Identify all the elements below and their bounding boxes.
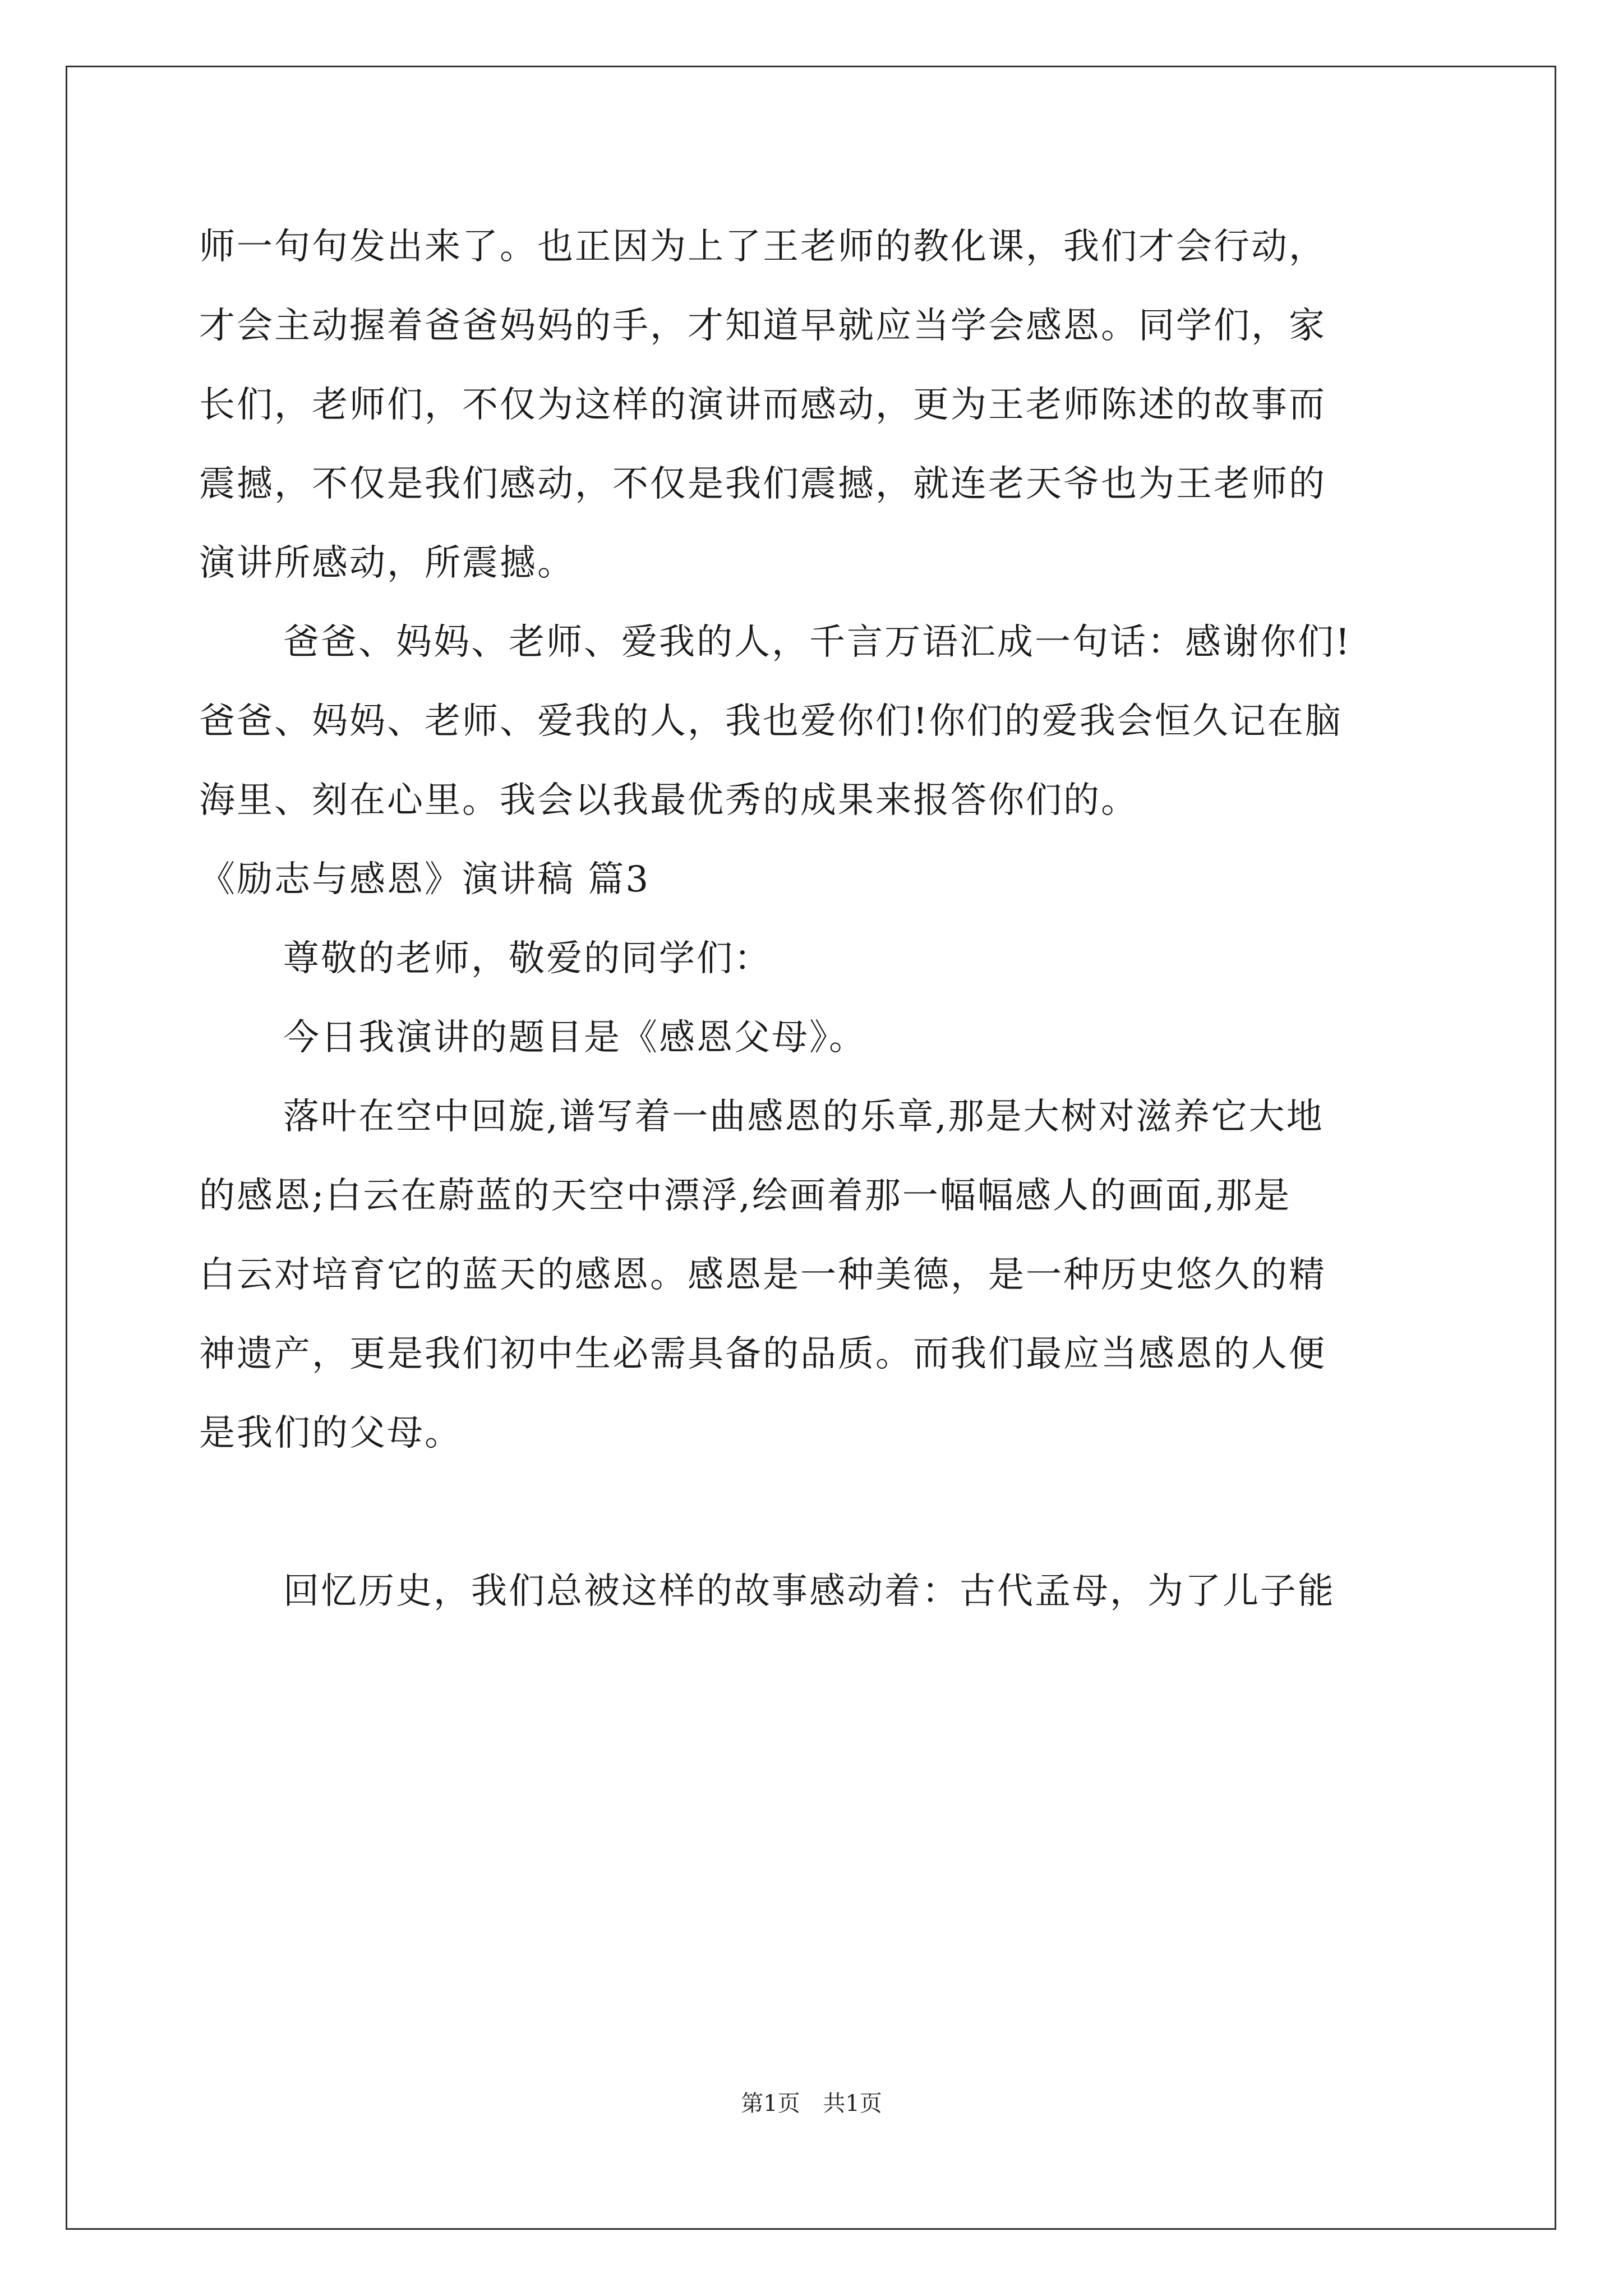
text-line: 《励志与感恩》演讲稿 篇3	[199, 859, 651, 900]
text-line: 才会主动握着爸爸妈妈的手，才知道早就应当学会感恩。同学们，家	[199, 305, 1326, 347]
text-line: 演讲所感动，所震撼。	[199, 542, 575, 584]
text-line: 震撼，不仅是我们感动，不仅是我们震撼，就连老天爷也为王老师的	[199, 463, 1326, 505]
document-body	[199, 208, 1467, 1631]
text-line	[199, 1473, 1467, 1552]
text-line: 师一句句发出来了。也正因为上了王老师的教化课，我们才会行动，	[199, 226, 1326, 268]
page-footer	[0, 2086, 1623, 2118]
text-line: 白云对培育它的蓝天的感恩。感恩是一种美德，是一种历史悠久的精	[199, 1254, 1326, 1296]
text-line: 是我们的父母。	[199, 1412, 462, 1454]
text-line: 回忆历史，我们总被这样的故事感动着：古代孟母，为了儿子能	[283, 1571, 1335, 1612]
text-line: 神遗产，更是我们初中生必需具备的品质。而我们最应当感恩的人便	[199, 1333, 1326, 1375]
text-line: 今日我演讲的题目是《感恩父母》。	[283, 1017, 866, 1059]
text-line: 爸爸、妈妈、老师、爱我的人，千言万语汇成一句话：感谢你们!	[283, 622, 1352, 663]
text-line: 长们，老师们，不仅为这样的演讲而感动，更为王老师陈述的故事而	[199, 384, 1326, 426]
text-line: 的感恩;白云在蔚蓝的天空中漂浮,绘画着那一幅幅感人的画面,那是	[199, 1175, 1292, 1217]
page-number: 第1页	[741, 2091, 800, 2116]
text-line: 落叶在空中回旋,谱写着一曲感恩的乐章,那是大树对滋养它大地	[283, 1096, 1324, 1138]
text-line: 尊敬的老师，敬爱的同学们：	[283, 938, 772, 979]
text-line: 爸爸、妈妈、老师、爱我的人，我也爱你们!你们的爱我会恒久记在脑	[199, 701, 1343, 742]
text-line: 海里、刻在心里。我会以我最优秀的成果来报答你们的。	[199, 780, 1138, 821]
page-total: 共1页	[823, 2091, 882, 2116]
